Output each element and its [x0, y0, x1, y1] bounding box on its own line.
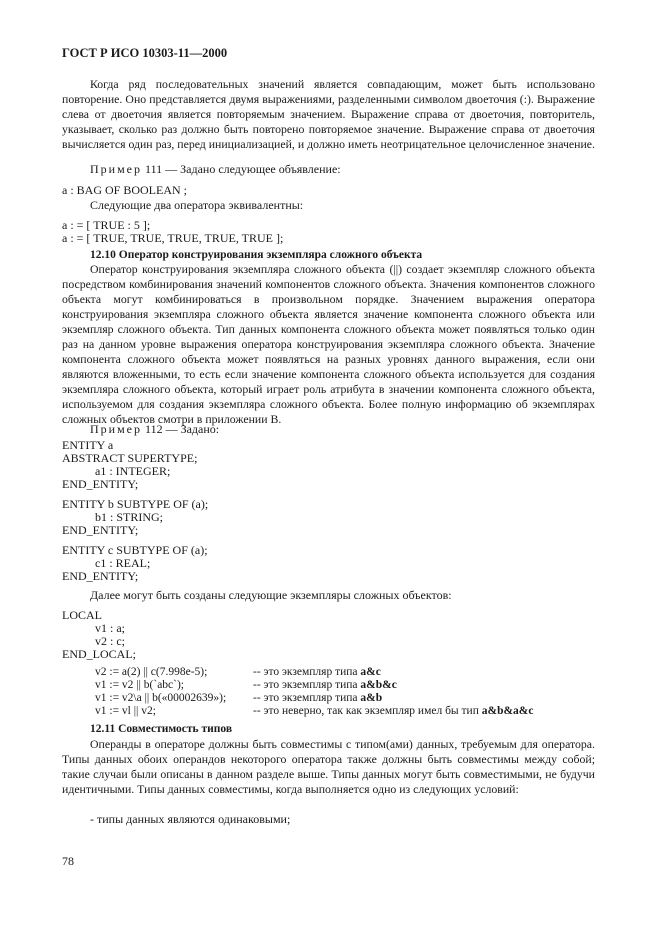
- code-line: a1 : INTEGER;: [95, 464, 171, 478]
- document-header: ГОСТ Р ИСО 10303-11—2000: [62, 46, 228, 60]
- instance-comment: [253, 679, 397, 691]
- example-label: Пример: [90, 162, 143, 176]
- instance-code: v1 := v2 || b(`abc`);: [95, 679, 185, 691]
- code-line: c1 : REAL;: [95, 556, 151, 570]
- code-line: b1 : STRING;: [95, 510, 164, 524]
- code-line: ENTITY b SUBTYPE OF (a);: [62, 497, 209, 511]
- code-line: END_ENTITY;: [62, 523, 139, 537]
- paragraph-complex-entity-text: Оператор конструирования экземпляра сложного объекта (||) создает экземпляр сложного объекта посредством комбинирования значений компонентов сложного объекта. Значения компонентов сложного объекта могут комбинироваться в произвольном порядке. Значением выражения оператора конструирования экземпляра сложного объекта является значение компонента сложного объекта или экземпляр сложного объекта. Тип данных компонента сложного объекта может появляться только один раз на данном уровне выражения оператора конструирования экземпляра сложного объекта. Значение компонента сложного объекта может появляться на разных уровнях данного выражения, если они являются вложенными, то есть если значение компонента сложного объекта используется для создания экземпляра сложного объекта, который играет роль атрибута в значении компонента сложного объекта, используемом для создания экземпляра сложного объекта. Более полную информацию об экземплярах сложных объектов смотри в приложении В.: [62, 262, 595, 426]
- code-line: v2 : c;: [95, 634, 125, 648]
- section-title-12-10: 12.10 Оператор конструирования экземпляра сложного объекта: [90, 249, 423, 261]
- instance-comment: [253, 705, 533, 717]
- paragraph-type-compat: [62, 737, 595, 797]
- code-line: ABSTRACT SUPERTYPE;: [62, 451, 198, 465]
- example-text: 112 — Задано:: [145, 422, 220, 436]
- instance-comment: [253, 666, 381, 678]
- example-112: [90, 422, 219, 437]
- code-line: ENTITY c SUBTYPE OF (a);: [62, 543, 208, 557]
- instance-type: a&b&c: [360, 679, 397, 691]
- instance-type: a&b: [360, 692, 383, 704]
- code-decl: a : BAG OF BOOLEAN ;: [62, 183, 187, 197]
- instance-code: v1 := v2\a || b(«00002639»);: [95, 692, 227, 704]
- paragraph-repetition-text: Когда ряд последовательных значений является совпадающим, может быть использовано повторение. Оно представляется двумя выражениями, разделенными символом двоеточия (:). Выражение слева от двоеточия является повторяемым значением. Выражение справа от двоеточия, повторитель, указывает, сколько раз должно быть повторено повторяемое значение. Выражение справа от двоеточия вычисляется один раз, перед инициализацией, и должно иметь неотрицательное целочисленное значение.: [62, 77, 595, 151]
- instance-comment-text: -- это неверно, так как экземпляр имел бы тип: [253, 705, 482, 717]
- instance-type: a&c: [360, 666, 381, 678]
- page-number: 78: [62, 854, 74, 868]
- code-line: END_ENTITY;: [62, 477, 139, 491]
- instance-comment-text: -- это экземпляр типа: [253, 692, 361, 704]
- code-line: END_LOCAL;: [62, 647, 136, 661]
- paragraph-complex-entity: [62, 262, 595, 427]
- code-line: ENTITY a: [62, 438, 114, 452]
- instance-type: a&b&a&c: [481, 705, 534, 717]
- example-label: Пример: [90, 422, 143, 436]
- further-text: Далее могут быть созданы следующие экземпляры сложных объектов:: [90, 588, 452, 602]
- instance-comment: [253, 692, 382, 704]
- code-stmt-2: a : = [ TRUE, TRUE, TRUE, TRUE, TRUE ];: [62, 231, 284, 245]
- code-line: v1 : a;: [95, 621, 125, 635]
- instance-comment-text: -- это экземпляр типа: [253, 679, 361, 691]
- equiv-text: Следующие два оператора эквивалентны:: [90, 198, 304, 212]
- example-text: 111 — Задано следующее объявление:: [145, 162, 341, 176]
- bullet-item: - типы данных являются одинаковыми;: [90, 812, 291, 826]
- instance-comment-text: -- это экземпляр типа: [253, 666, 361, 678]
- code-line: LOCAL: [62, 608, 102, 622]
- code-stmt-1: a : = [ TRUE : 5 ];: [62, 218, 151, 232]
- instance-code: v2 := a(2) || c(7.998e-5);: [95, 666, 208, 678]
- code-line: END_ENTITY;: [62, 569, 139, 583]
- instance-code: v1 := vl || v2;: [95, 705, 156, 717]
- paragraph-type-compat-text: Операнды в операторе должны быть совместимы с типом(ами) данных, требуемым для оператора. Типы данных обоих операндов некоторого оператора также должны быть совместимы между собой; такие случаи были описаны в данном разделе выше. Типы данных могут быть совместимыми, не будучи идентичными. Типы данных совместимы, когда выполняется одно из следующих условий:: [62, 737, 595, 796]
- section-title-12-11: 12.11 Совместимость типов: [90, 723, 233, 735]
- paragraph-repetition: [62, 77, 595, 152]
- example-111: [90, 162, 341, 177]
